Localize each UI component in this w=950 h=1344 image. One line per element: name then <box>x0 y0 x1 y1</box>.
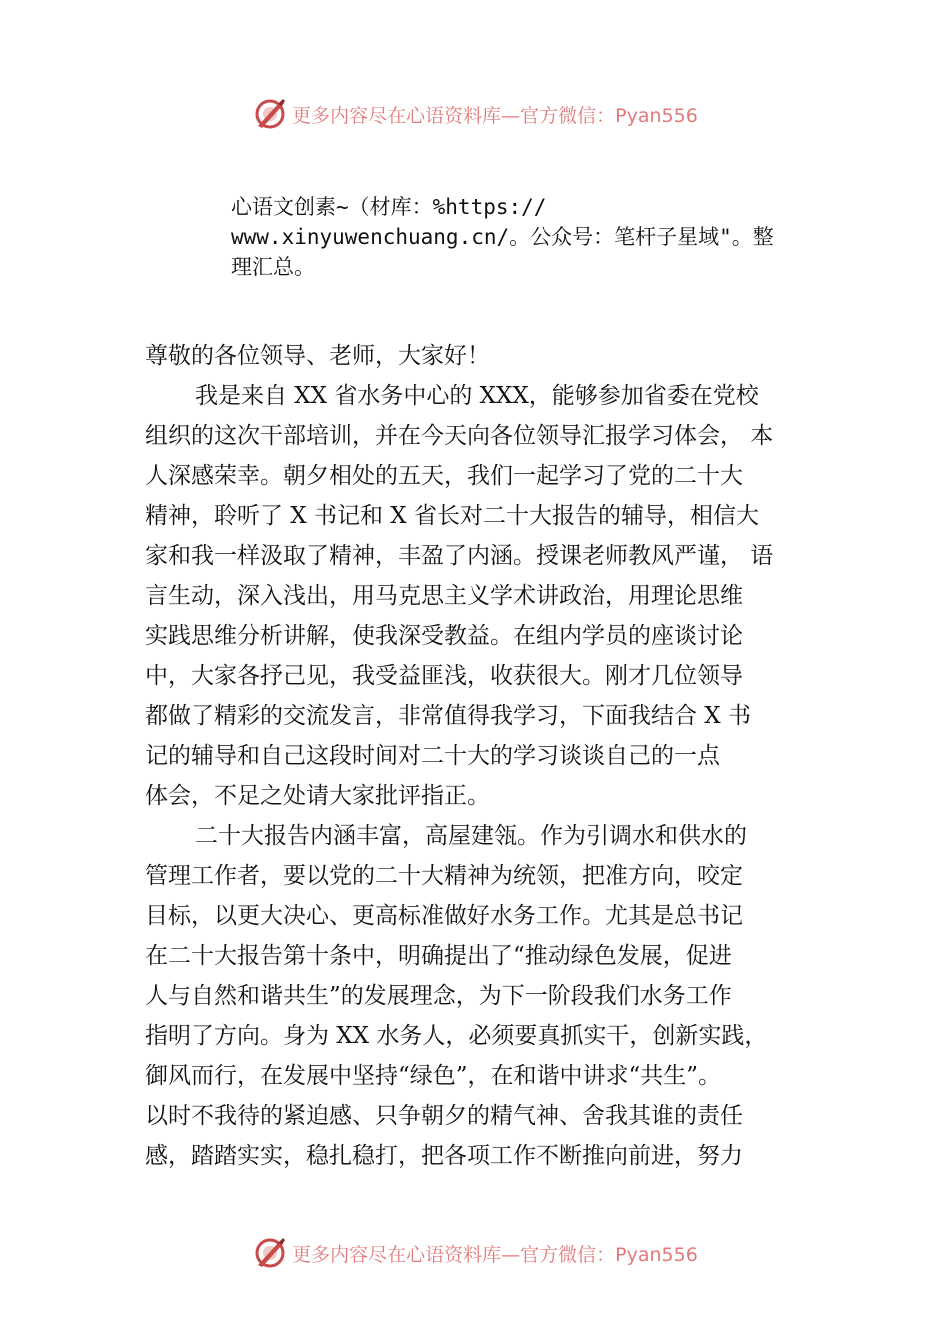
paragraph-line: 都做了精彩的交流发言，非常值得我学习，下面我结合 X 书 <box>145 703 751 729</box>
paragraph-line: 中，大家各抒己见，我受益匪浅，收获很大。刚才几位领导 <box>145 663 743 689</box>
source-note-line: 理汇总。 <box>231 255 315 279</box>
footer-banner-text: 更多内容尽在心语资料库—官方微信：Pyan556 <box>292 1243 698 1266</box>
paragraph-line: 人与自然和谐共生”的发展理念，为下一阶段我们水务工作 <box>145 983 732 1009</box>
footer-banner <box>0 1231 950 1275</box>
source-note-line: 心语文创素~（材库：%https:// <box>231 195 547 219</box>
paragraph-line: 实践思维分析讲解，使我深受教益。在组内学员的座谈讨论 <box>145 623 743 649</box>
pen-circle-logo-icon <box>252 96 288 132</box>
paragraph-2 <box>145 816 810 1176</box>
paragraph-line: 感，踏踏实实，稳扎稳打，把各项工作不断推向前进，努力 <box>145 1143 743 1169</box>
source-note <box>231 192 851 282</box>
paragraph-line: 人深感荣幸。朝夕相处的五天，我们一起学习了党的二十大 <box>145 463 743 489</box>
greeting-line: 尊敬的各位领导、老师，大家好！ <box>145 343 490 369</box>
paragraph-line: 记的辅导和自己这段时间对二十大的学习谈谈自己的一点 <box>145 743 720 769</box>
paragraph-line: 以时不我待的紧迫感、只争朝夕的精气神、舍我其谁的责任 <box>145 1103 743 1129</box>
source-note-line: www.xinyuwenchuang.cn/。公众号：笔杆子星域"。整 <box>231 225 774 249</box>
paragraph-line: 组织的这次干部培训，并在今天向各位领导汇报学习体会， 本 <box>145 423 774 449</box>
paragraph-line: 二十大报告内涵丰富，高屋建瓴。作为引调水和供水的 <box>195 823 747 849</box>
header-banner <box>0 92 950 136</box>
paragraph-line: 言生动，深入浅出，用马克思主义学术讲政治，用理论思维 <box>145 583 743 609</box>
paragraph-line: 精神，聆听了 X 书记和 X 省长对二十大报告的辅导，相信大 <box>145 503 759 529</box>
paragraph-line: 在二十大报告第十条中，明确提出了“推动绿色发展，促进 <box>145 943 732 969</box>
paragraph-line: 御风而行，在发展中坚持“绿色”，在和谐中讲求“共生”。 <box>145 1063 722 1089</box>
pen-circle-logo-icon <box>252 1235 288 1271</box>
paragraph-line: 指明了方向。身为 XX 水务人，必须要真抓实干，创新实践， <box>145 1023 768 1049</box>
header-banner-text: 更多内容尽在心语资料库—官方微信：Pyan556 <box>292 104 698 127</box>
paragraph-line: 目标，以更大决心、更高标准做好水务工作。尤其是总书记 <box>145 903 743 929</box>
paragraph-line: 管理工作者，要以党的二十大精神为统领，把准方向，咬定 <box>145 863 743 889</box>
paragraph-line: 家和我一样汲取了精神，丰盈了内涵。授课老师教风严谨， 语 <box>145 543 774 569</box>
paragraph-line: 体会，不足之处请大家批评指正。 <box>145 783 490 809</box>
paragraph-1 <box>145 376 810 816</box>
document-body <box>145 336 810 1176</box>
paragraph-line: 我是来自 XX 省水务中心的 XXX，能够参加省委在党校 <box>195 383 759 409</box>
